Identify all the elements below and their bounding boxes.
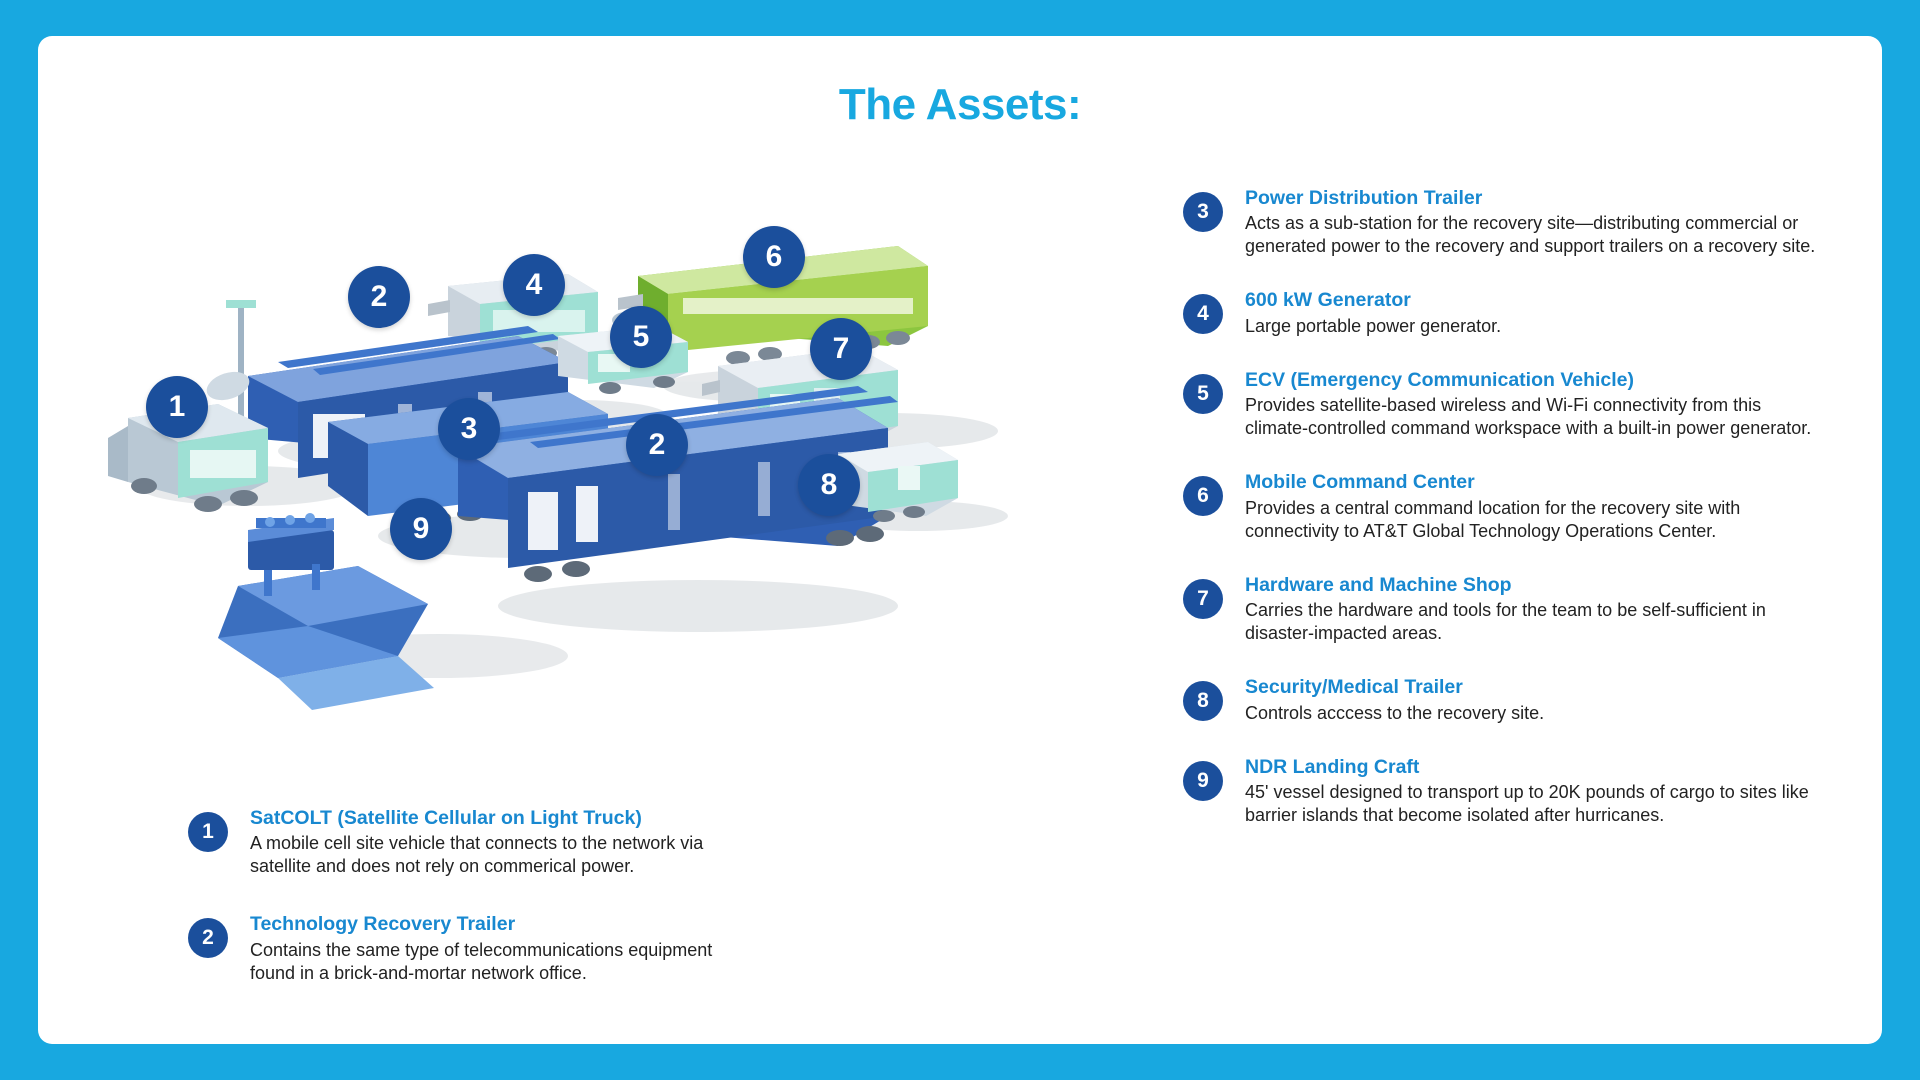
legend-desc-4: Large portable power generator.	[1245, 315, 1502, 336]
legend-title-6: Mobile Command Center	[1245, 471, 1475, 494]
legend-item-8[interactable]	[1183, 675, 1823, 724]
legend-desc-6: Provides a central command location for the recovery site with connectivity to AT&T Global Technology Operations Center.	[1245, 497, 1741, 541]
legend-title-8: Security/Medical Trailer	[1245, 676, 1463, 699]
legend-badge-5: 5	[1183, 374, 1223, 414]
legend-desc-3: Acts as a sub-station for the recovery site—distributing commercial or generated power to the recovery and support trailers on a recovery site.	[1245, 213, 1816, 257]
legend-title-1: SatCOLT (Satellite Cellular on Light Truck)	[250, 807, 642, 829]
legend-title-9: NDR Landing Craft	[1245, 755, 1420, 778]
illustration-marker-9[interactable]: 9	[390, 498, 452, 560]
assets-illustration-svg	[98, 186, 1158, 806]
legend-title-7: Hardware and Machine Shop	[1245, 573, 1512, 596]
illustration-marker-6[interactable]: 6	[743, 226, 805, 288]
legend-badge-9: 9	[1183, 761, 1223, 801]
illustration-marker-2-lower[interactable]: 2	[626, 414, 688, 476]
legend-badge-3: 3	[1183, 192, 1223, 232]
content-card	[38, 36, 1882, 1044]
legend-desc-2: Contains the same type of telecommunications equipment found in a brick-and-mortar network office.	[250, 939, 713, 983]
illustration-marker-2-upper[interactable]: 2	[348, 266, 410, 328]
legend-badge-7: 7	[1183, 579, 1223, 619]
legend-desc-7: Carries the hardware and tools for the team to be self-sufficient in disaster-impacted areas.	[1245, 600, 1766, 644]
legend-item-6[interactable]	[1183, 470, 1823, 542]
legend-title-5: ECV (Emergency Communication Vehicle)	[1245, 368, 1635, 391]
legend-item-9[interactable]	[1183, 755, 1823, 827]
legend-badge-8: 8	[1183, 681, 1223, 721]
legend-desc-8: Controls acccess to the recovery site.	[1245, 702, 1545, 723]
illustration-marker-1[interactable]: 1	[146, 376, 208, 438]
legend-item-3[interactable]	[1183, 186, 1823, 258]
legend-right-column	[1183, 186, 1823, 849]
legend-desc-9: 45' vessel designed to transport up to 20K pounds of cargo to sites like barrier islands that become isolated after hurricanes.	[1245, 781, 1809, 825]
legend-item-2[interactable]	[188, 912, 748, 984]
page-title: The Assets:	[838, 80, 1082, 129]
legend-item-4[interactable]	[1183, 288, 1823, 337]
legend-badge-4: 4	[1183, 294, 1223, 334]
assets-illustration	[98, 186, 1158, 806]
illustration-marker-3[interactable]: 3	[438, 398, 500, 460]
legend-desc-1: A mobile cell site vehicle that connects to the network via satellite and does not rely on commerical power.	[250, 833, 704, 877]
illustration-marker-7[interactable]: 7	[810, 318, 872, 380]
legend-badge-2: 2	[188, 918, 228, 958]
legend-badge-6: 6	[1183, 476, 1223, 516]
legend-title-3: Power Distribution Trailer	[1245, 187, 1483, 209]
legend-title-4: 600 kW Generator	[1245, 289, 1411, 312]
legend-desc-5: Provides satellite-based wireless and Wi-Fi connectivity from this climate-controlled command workspace with a built-in power generator.	[1245, 395, 1812, 439]
illustration-marker-5[interactable]: 5	[610, 306, 672, 368]
legend-item-5[interactable]	[1183, 368, 1823, 440]
illustration-marker-8[interactable]: 8	[798, 454, 860, 516]
legend-item-1[interactable]	[188, 806, 748, 878]
legend-title-2: Technology Recovery Trailer	[250, 913, 516, 936]
legend-left-column	[188, 806, 748, 1007]
legend-badge-1: 1	[188, 812, 228, 852]
illustration-marker-4[interactable]: 4	[503, 254, 565, 316]
legend-item-7[interactable]	[1183, 573, 1823, 645]
